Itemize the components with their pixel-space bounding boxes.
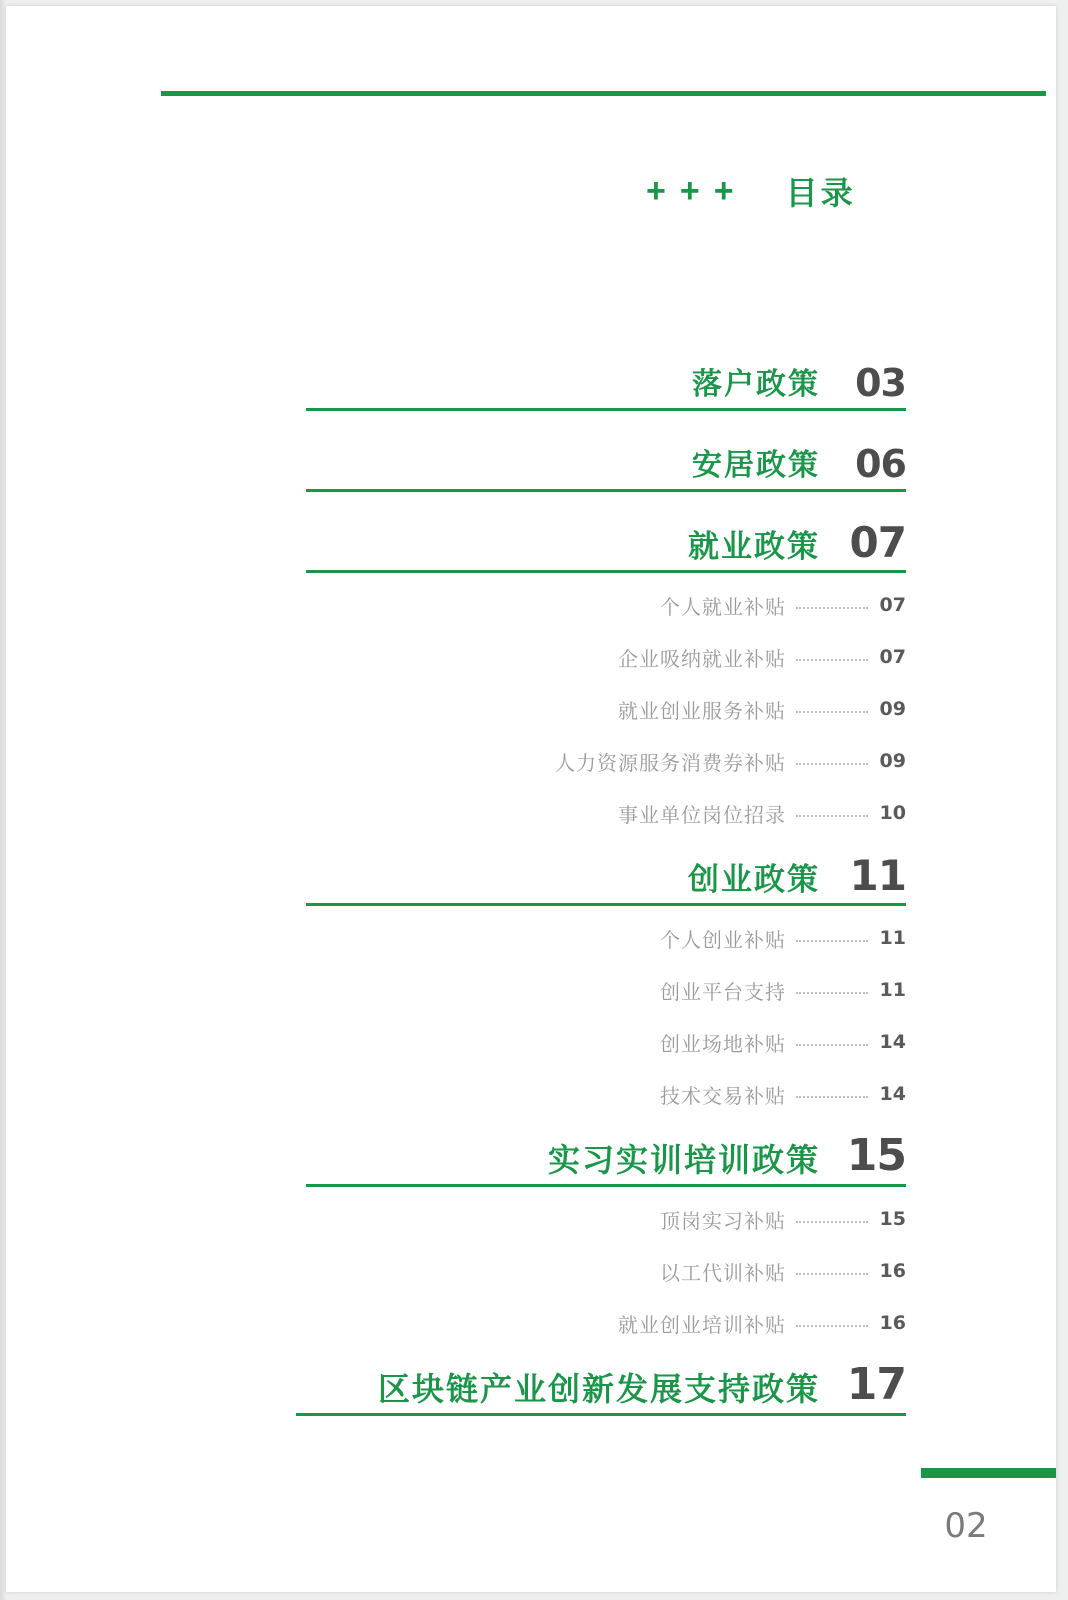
leader-dots [796,992,868,994]
toc-entry-label: 区块链产业创新发展支持政策 [377,1371,820,1407]
toc-entry-label: 实习实训培训政策 [547,1142,820,1178]
toc-entry-page: 09 [879,698,906,720]
toc-entry-page: 16 [879,1260,906,1282]
toc-entry-label: 个人创业补贴 [660,929,786,952]
plus-icon: + [646,172,666,210]
toc-entry-minor[interactable] [306,964,906,1016]
toc-entry-label: 就业创业服务补贴 [618,700,786,723]
document-page [6,6,1056,1592]
toc-entry-major[interactable] [306,841,906,906]
leader-dots [796,940,868,942]
toc-entry-minor[interactable] [306,683,906,735]
leader-dots [796,1044,868,1046]
toc-entry-page: 11 [879,979,906,1001]
toc-entry-minor[interactable] [306,912,906,964]
toc-header [646,161,946,221]
toc-entry-major[interactable] [306,346,906,411]
toc-entry-minor[interactable] [306,735,906,787]
toc-entry-minor[interactable] [306,631,906,683]
leader-dots [796,1096,868,1098]
toc-entry-page: 09 [879,750,906,772]
toc-entry-page: 16 [879,1312,906,1334]
toc-entry-page: 10 [879,802,906,824]
toc-entry-page: 11 [849,851,906,900]
toc-entry-page: 15 [879,1208,906,1230]
toc-entry-page: 07 [879,594,906,616]
top-accent-rule [161,91,1046,96]
toc-subgroup [306,1193,906,1349]
leader-dots [796,607,868,609]
toc-entry-major[interactable] [306,1122,906,1187]
toc-entry-minor[interactable] [306,1016,906,1068]
toc-subgroup [306,579,906,839]
plus-icon: + [713,172,734,210]
leader-dots [796,763,868,765]
toc-entry-label: 人力资源服务消费券补贴 [555,752,786,775]
table-of-contents [306,346,906,1422]
toc-entry-page: 03 [855,361,906,405]
toc-entry-label: 顶岗实习补贴 [660,1210,786,1233]
toc-entry-page: 14 [879,1031,906,1053]
toc-entry-page: 06 [855,442,906,486]
toc-entry-label: 创业平台支持 [660,981,786,1004]
toc-entry-page: 07 [879,646,906,668]
toc-entry-major[interactable] [296,1351,906,1416]
toc-entry-label: 创业政策 [688,862,820,897]
toc-entry-page: 15 [846,1130,906,1181]
toc-entry-label: 技术交易补贴 [660,1085,786,1108]
toc-entry-page: 17 [846,1359,906,1410]
toc-entry-page: 07 [849,518,906,567]
toc-entry-label: 落户政策 [692,368,820,401]
toc-entry-label: 创业场地补贴 [660,1033,786,1056]
toc-entry-major[interactable] [306,427,906,492]
toc-entry-label: 个人就业补贴 [660,596,786,619]
leader-dots [796,1221,868,1223]
leader-dots [796,1325,868,1327]
toc-entry-minor[interactable] [306,1068,906,1120]
toc-entry-minor[interactable] [306,787,906,839]
toc-entry-label: 企业吸纳就业补贴 [618,648,786,671]
toc-entry-label: 就业政策 [688,529,820,564]
toc-entry-page: 11 [879,927,906,949]
leader-dots [796,815,868,817]
toc-entry-page: 14 [879,1083,906,1105]
plus-decoration [646,174,734,208]
toc-entry-minor[interactable] [306,1245,906,1297]
footer-page-number: 02 [944,1506,988,1546]
toc-entry-label: 安居政策 [692,449,820,482]
plus-icon: + [679,172,700,210]
toc-entry-label: 以工代训补贴 [660,1262,786,1285]
page-title: 目录 [785,175,856,211]
toc-entry-label: 就业创业培训补贴 [618,1314,786,1337]
leader-dots [796,1273,868,1275]
toc-entry-minor[interactable] [306,579,906,631]
leader-dots [796,711,868,713]
toc-entry-minor[interactable] [306,1297,906,1349]
toc-entry-minor[interactable] [306,1193,906,1245]
toc-subgroup [306,912,906,1120]
toc-entry-label: 事业单位岗位招录 [618,804,786,827]
toc-entry-major[interactable] [306,508,906,573]
leader-dots [796,659,868,661]
footer-accent-bar [921,1468,1056,1478]
